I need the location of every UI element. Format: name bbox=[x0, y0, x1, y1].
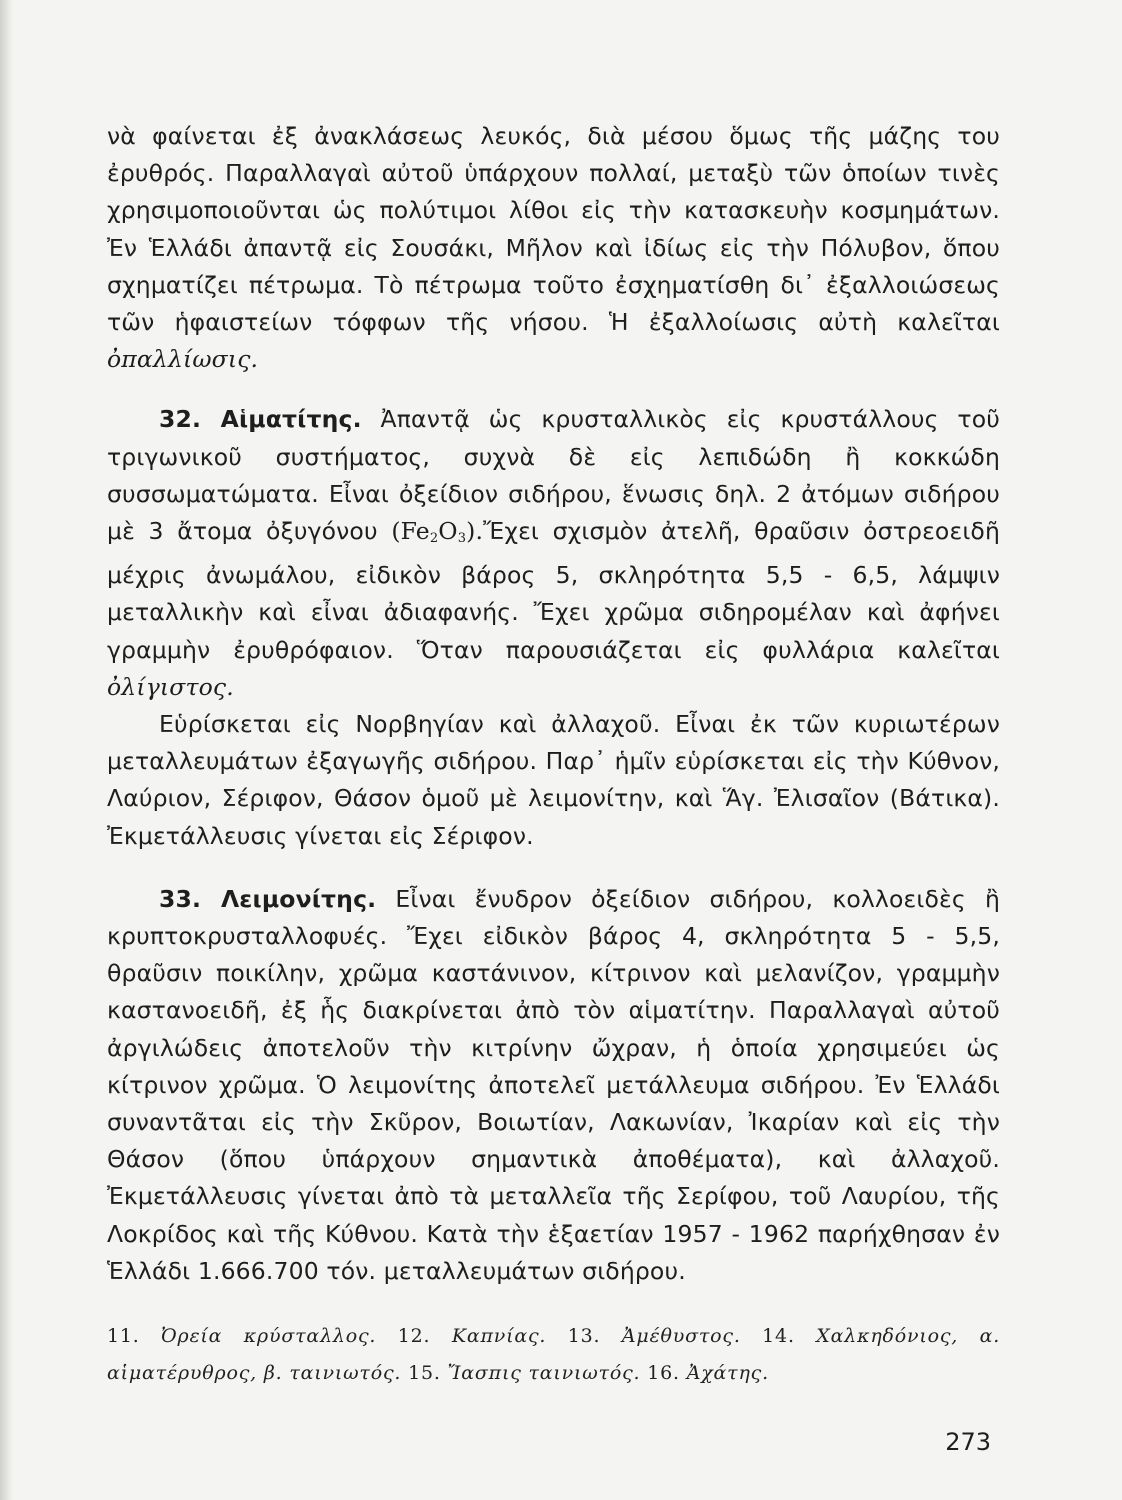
footnote-12: 12. Καπνίας. bbox=[397, 1325, 547, 1348]
section-32-occurrence-paragraph: Εὑρίσκεται εἰς Νορβηγίαν καὶ ἀλλαχοῦ. Εἶναι ἐκ τῶν κυριωτέρων μεταλλευμάτων ἐξαγωγῆς σιδήρου. Παρ᾽ ἡμῖν εὑρίσκεται εἰς τὴν Κύθνον, Λαύριον, Σέριφον, Θάσον ὁμοῦ μὲ λειμονίτην, καὶ Ἅγ. Ἐλισαῖον (Βάτικα). Ἐκμετάλλευσις γίνεται εἰς Σέριφον. bbox=[107, 710, 1000, 850]
footnote-13: 13. Ἀμέθυστος. bbox=[567, 1325, 741, 1348]
footnote-15: 15. Ἴασπις ταινιωτός. bbox=[408, 1362, 641, 1385]
section-33-heading: 33. Λειμονίτης. bbox=[159, 884, 377, 913]
book-page bbox=[107, 118, 1000, 1411]
footnote-14: 14. Χαλκηδόνιος, α. αἱματέρυθρος, β. ταινιωτός. bbox=[107, 1325, 1001, 1385]
paragraph-text: νὰ φαίνεται ἐξ ἀνακλάσεως λευκός, διὰ μέσου ὅμως τῆς μάζης του ἐρυθρός. Παραλλαγαὶ αὐτοῦ ὑπάρχουν πολλαί, μεταξὺ τῶν ὁποίων τινὲς χρησιμοποιοῦνται ὡς πολύτιμοι λίθοι εἰς τὴν κατασκευὴν κοσμημάτων. Ἐν Ἑλλάδι ἀπαντᾷ εἰς Σουσάκι, Μῆλον καὶ ἰδίως εἰς τὴν Πόλυβον, ὅπου σχηματίζει πέτρωμα. Τὸ πέτρωμα τοῦτο ἐσχηματίσθη δι᾽ ἐξαλλοιώσεως τῶν ἡφαιστείων τόφφων τῆς νήσου. Ἡ ἐξαλλοίωσις αὐτὴ καλεῖται bbox=[107, 122, 1000, 337]
page-spine-shadow bbox=[0, 0, 14, 1500]
italic-term-opallosis: ὀπαλλίωσις. bbox=[107, 345, 259, 374]
opal-continuation-paragraph bbox=[107, 118, 1000, 378]
footnote-11: 11. Ὀρεία κρύσταλλος. bbox=[107, 1325, 377, 1348]
section-32-heading: 32. Αἱματίτης. bbox=[159, 405, 362, 434]
footnote-16: 16. Ἀχάτης. bbox=[647, 1362, 769, 1385]
section-32-text-b: Ἔχει σχισμὸν ἀτελῆ, θραῦσιν ὀστρεοειδῆ μέχρις ἀνωμάλου, εἰδικὸν βάρος 5, σκληρότητα 5,5 - 6,5, λάμψιν μεταλλικὴν καὶ εἶναι ἀδιαφανής. Ἔχει χρῶμα σιδηρομέλαν καὶ ἀφήνει γραμμὴν ἐρυθρόφαιον. Ὅταν παρουσιάζεται εἰς φυλλάρια καλεῖται bbox=[107, 517, 1000, 664]
section-32-text-a: Ἀπαντᾷ ὡς κρυσταλλικὸς εἰς κρυστάλλους τοῦ τριγωνικοῦ συστήματος, συχνὰ δὲ εἰς λεπιδώδη ἢ κοκκώδη συσσωματώματα. Εἶναι ὀξείδιον σιδήρου, ἕνωσις δηλ. 2 ἀτόμων σιδήρου μὲ 3 ἄτομα ὀξυγόνου bbox=[107, 405, 1001, 546]
section-32-hematite bbox=[107, 401, 1000, 706]
italic-term-oligistos: ὀλίγιστος. bbox=[107, 672, 234, 701]
hematite-formula: $(Fe_2O_3)$. bbox=[391, 517, 484, 547]
section-33-text: Εἶναι ἔνυδρον ὀξείδιον σιδήρου, κολλοειδὲς ἢ κρυπτοκρυσταλλοφυές. Ἔχει εἰδικὸν βάρος 4, σκληρότητα 5 - 5,5, θραῦσιν ποικίλην, χρῶμα καστάνινον, κίτρινον καὶ μελανίζον, γραμμὴν καστανοειδῆ, ἐξ ἧς διακρίνεται ἀπὸ τὸν αἱματίτην. Παραλλαγαὶ αὐτοῦ ἀργιλώδεις ἀποτελοῦν τὴν κιτρίνην ὤχραν, ἡ ὁποία χρησιμεύει ὡς κίτρινον χρῶμα. Ὁ λειμονίτης ἀποτελεῖ μετάλλευμα σιδήρου. Ἐν Ἑλλάδι συναντᾶται εἰς τὴν Σκῦρον, Βοιωτίαν, Λακωνίαν, Ἰκαρίαν καὶ εἰς τὴν Θάσον (ὅπου ὑπάρχουν σημαντικὰ ἀποθέματα), καὶ ἀλλαχοῦ. Ἐκμετάλλευσις γίνεται ἀπὸ τὰ μεταλλεῖα τῆς Σερίφου, τοῦ Λαυρίου, τῆς Λοκρίδος καὶ τῆς Κύθνου. Κατὰ τὴν ἑξαετίαν 1957 - 1962 παρήχθησαν ἐν Ἑλλάδι 1.666.700 τόν. μεταλλευμάτων σιδήρου. bbox=[107, 884, 1000, 1285]
figure-captions-footnote bbox=[107, 1318, 1000, 1392]
section-33-limonite bbox=[107, 881, 1000, 1290]
page-number: 273 bbox=[945, 1428, 991, 1456]
